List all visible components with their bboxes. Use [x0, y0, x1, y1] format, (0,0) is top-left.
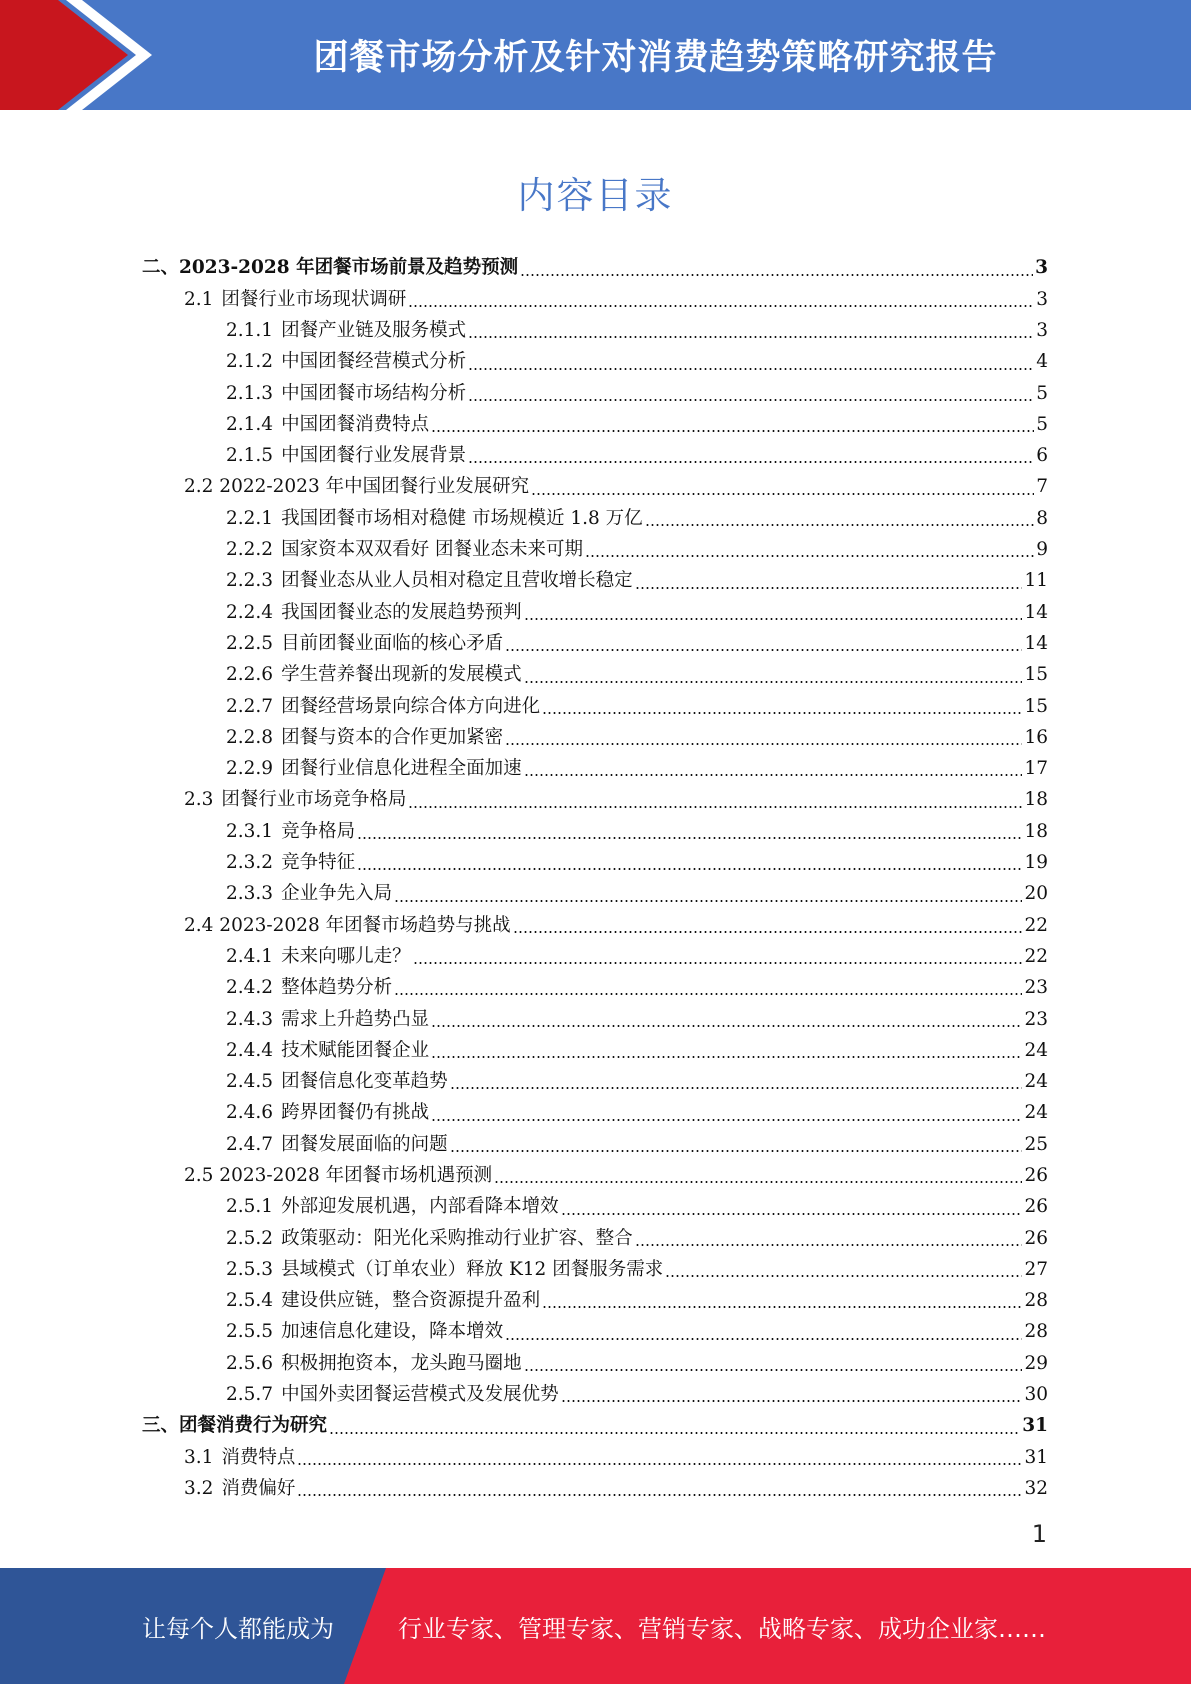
toc-entry-text: 国家资本双双看好 团餐业态未来可期: [281, 539, 583, 561]
toc-entry[interactable]: [142, 253, 1048, 284]
page-number: 1: [1031, 1520, 1047, 1548]
toc-entry-page: 15: [1024, 695, 1048, 717]
toc-entry-text: 团餐信息化变革趋势: [281, 1071, 448, 1093]
toc-entry-page: 25: [1024, 1133, 1048, 1155]
toc-dot-leader: [408, 305, 1034, 307]
toc-entry-page: 14: [1024, 632, 1048, 654]
toc-dot-leader: [357, 868, 1022, 870]
toc-entry-label: [226, 666, 522, 685]
toc-entry-page: 3: [1036, 319, 1048, 341]
toc-entry-number: 2.4.7: [226, 1133, 274, 1155]
toc-entry-page: 23: [1024, 977, 1048, 999]
toc-entry-number: 2.5.6: [226, 1352, 274, 1374]
toc-entry-label: [226, 1227, 633, 1249]
toc-entry-text: 竞争格局: [281, 820, 356, 842]
footer-slogan-right: 行业专家、管理专家、营销专家、战略专家、成功企业家……: [398, 1614, 1046, 1643]
toc-entry-page: 11: [1024, 570, 1048, 592]
toc-entry-label: [226, 572, 633, 591]
toc-heading: 内容目录: [517, 174, 674, 217]
toc-entry[interactable]: [142, 1161, 1048, 1192]
toc-entry[interactable]: [142, 1255, 1048, 1286]
toc-entry[interactable]: [142, 691, 1048, 722]
toc-entry-text: 中国团餐市场结构分析: [281, 382, 467, 404]
toc-entry-page: 28: [1024, 1290, 1048, 1312]
toc-entry-label: [226, 1386, 559, 1405]
toc-entry-number: 2.3.1: [226, 820, 274, 842]
toc-dot-leader: [524, 681, 1023, 683]
toc-entry-page: 5: [1036, 382, 1048, 404]
toc-dot-leader: [645, 524, 1035, 526]
toc-entry-text: 2.4 2023-2028 年团餐市场趋势与挑战: [184, 914, 511, 936]
toc-entry-number: 2.3: [184, 789, 214, 811]
toc-dot-leader: [505, 649, 1022, 651]
toc-entry-page: 14: [1024, 601, 1048, 623]
toc-entry-label: [226, 1104, 429, 1123]
toc-entry-page: 7: [1036, 476, 1048, 498]
toc-entry[interactable]: [142, 441, 1048, 472]
report-title: 团餐市场分析及针对消费趋势策略研究报告: [313, 38, 998, 78]
toc-entry[interactable]: [142, 1317, 1048, 1348]
toc-entry-text: 消费特点: [221, 1446, 296, 1468]
toc-entry-label: [184, 288, 407, 310]
toc-entry[interactable]: [142, 1035, 1048, 1066]
toc-entry-label: [226, 353, 466, 372]
toc-entry-text: 县域模式（订单农业）释放 K12 团餐服务需求: [281, 1258, 664, 1280]
toc-dot-leader: [542, 712, 1022, 714]
toc-entry[interactable]: [142, 1098, 1048, 1129]
toc-entry-text: 团餐与资本的合作更加紧密: [281, 726, 504, 748]
toc-entry-text: 学生营养餐出现新的发展模式: [281, 664, 522, 686]
toc-dot-leader: [494, 1181, 1022, 1183]
toc-dot-leader: [394, 900, 1022, 902]
toc-entry-page: 18: [1024, 820, 1048, 842]
toc-entry-label: [226, 1039, 430, 1061]
toc-entry-number: 2.2.2: [226, 539, 274, 561]
toc-dot-leader: [450, 1150, 1023, 1152]
toc-entry[interactable]: [142, 722, 1048, 753]
toc-entry-text: 建设供应链，整合资源提升盈利: [281, 1290, 541, 1312]
toc-dot-leader: [524, 618, 1023, 620]
toc-entry-number: 2.3.3: [226, 883, 274, 905]
toc-dot-leader: [665, 1275, 1022, 1277]
toc-entry-page: 24: [1024, 1071, 1048, 1093]
toc-entry-text: 团餐业态从业人员相对稳定且营收增长稳定: [281, 570, 633, 592]
toc-entry[interactable]: [142, 503, 1048, 534]
toc-entry-label: [226, 601, 522, 623]
toc-dot-leader: [329, 1432, 1020, 1434]
toc-entry-number: 2.4.1: [226, 945, 274, 967]
toc-entry-label: [142, 1417, 327, 1436]
toc-entry-label: [226, 854, 355, 873]
toc-dot-leader: [468, 399, 1034, 401]
toc-entry-page: 24: [1024, 1102, 1048, 1124]
toc-entry-label: [226, 632, 504, 654]
toc-entry[interactable]: [142, 785, 1048, 816]
toc-entry-page: 28: [1024, 1321, 1048, 1343]
toc-entry-text: 中国团餐经营模式分析: [281, 351, 467, 373]
toc-entry-page: 8: [1036, 507, 1048, 529]
toc-entry-number: 2.2.3: [226, 570, 274, 592]
toc-dot-leader: [531, 493, 1034, 495]
toc-entry-label: [226, 820, 356, 842]
toc-entry-text: 团餐经营场景向综合体方向进化: [281, 695, 541, 717]
toc-entry[interactable]: [142, 1411, 1048, 1442]
toc-entry-label: [226, 1008, 430, 1030]
toc-entry-number: 2.5.2: [226, 1227, 274, 1249]
toc-entry[interactable]: [142, 1223, 1048, 1254]
toc-entry[interactable]: [142, 1004, 1048, 1035]
toc-entry[interactable]: [142, 942, 1048, 973]
toc-entry-number: 2.1.1: [226, 319, 274, 341]
toc-dot-leader: [561, 1400, 1023, 1402]
toc-entry[interactable]: [142, 347, 1048, 378]
toc-dot-leader: [431, 1025, 1022, 1027]
toc-entry[interactable]: [142, 910, 1048, 941]
toc-entry-label: [226, 1352, 522, 1374]
toc-entry-number: 2.5.3: [226, 1258, 274, 1280]
toc-entry-page: 31: [1024, 1446, 1048, 1468]
toc-dot-leader: [524, 1369, 1023, 1371]
toc-entry[interactable]: [142, 973, 1048, 1004]
toc-entry-page: 20: [1024, 883, 1048, 905]
toc-entry-text: 中国团餐消费特点: [281, 413, 430, 435]
toc-entry[interactable]: [142, 660, 1048, 691]
toc-entry-page: 26: [1024, 1196, 1048, 1218]
toc-entry-text: 积极拥抱资本，龙头跑马圈地: [281, 1352, 522, 1374]
toc-entry-text: 整体趋势分析: [281, 977, 393, 999]
toc-dot-leader: [357, 837, 1022, 839]
toc-entry-label: [226, 507, 643, 529]
toc-entry-label: [184, 914, 511, 936]
toc-entry-number: 2.2.7: [226, 695, 274, 717]
toc-dot-leader: [431, 1119, 1022, 1121]
toc-entry-text: 中国外卖团餐运营模式及发展优势: [281, 1384, 559, 1406]
toc-dot-leader: [468, 461, 1034, 463]
toc-entry-page: 18: [1024, 789, 1048, 811]
toc-entry-page: 30: [1024, 1384, 1048, 1406]
toc-entry[interactable]: [142, 316, 1048, 347]
toc-entry-text: 三、团餐消费行为研究: [142, 1415, 328, 1437]
toc-entry[interactable]: [142, 1286, 1048, 1317]
toc-entry-number: 2.5.1: [226, 1196, 274, 1218]
footer-slogan-left: 让每个人都能成为: [142, 1614, 334, 1643]
toc-entry-text: 2.2 2022-2023 年中国团餐行业发展研究: [184, 476, 530, 498]
toc-entry[interactable]: [142, 1474, 1048, 1505]
toc-entry[interactable]: [142, 848, 1048, 879]
toc-entry-text: 团餐行业市场竞争格局: [221, 789, 407, 811]
toc-entry-page: 29: [1024, 1352, 1048, 1374]
toc-entry-page: 22: [1024, 945, 1048, 967]
toc-entry-label: [226, 1073, 448, 1092]
toc-dot-leader: [468, 336, 1034, 338]
toc-entry-number: 2.4.3: [226, 1008, 274, 1030]
toc-dot-leader: [513, 931, 1023, 933]
toc-entry[interactable]: [142, 409, 1048, 440]
header-banner: [0, 0, 1191, 110]
toc-entry[interactable]: [142, 879, 1048, 910]
toc-entry-page: 19: [1024, 852, 1048, 874]
toc-entry[interactable]: [142, 1192, 1048, 1223]
toc-entry-text: 加速信息化建设，降本增效: [281, 1321, 504, 1343]
toc-dot-leader: [635, 587, 1023, 589]
toc-entry-text: 团餐行业市场现状调研: [221, 288, 407, 310]
toc-entry-label: [184, 791, 406, 810]
toc-entry[interactable]: [142, 535, 1048, 566]
toc-entry-text: 需求上升趋势凸显: [281, 1008, 430, 1030]
toc-entry[interactable]: [142, 1067, 1048, 1098]
toc-entry-label: [226, 979, 392, 998]
toc-entry-number: 2.1.2: [226, 351, 274, 373]
toc-entry-number: 2.2.5: [226, 632, 274, 654]
toc-dot-leader: [450, 1087, 1023, 1089]
toc-entry-page: 15: [1024, 664, 1048, 686]
toc-entry-number: 2.2.9: [226, 758, 274, 780]
toc-entry-label: [184, 1477, 296, 1499]
toc-entry[interactable]: [142, 566, 1048, 597]
toc-entry-text: 2.5 2023-2028 年团餐市场机遇预测: [184, 1165, 493, 1186]
toc-entry-label: [226, 885, 392, 904]
toc-entry-text: 中国团餐行业发展背景: [281, 445, 467, 467]
toc-entry-text: 跨界团餐仍有挑战: [281, 1102, 430, 1124]
toc-dot-leader: [524, 774, 1023, 776]
toc-dot-leader: [413, 962, 1023, 964]
toc-entry-page: 17: [1024, 758, 1048, 780]
table-of-contents: [142, 253, 1048, 1505]
toc-entry[interactable]: [142, 629, 1048, 660]
toc-entry-label: [226, 1198, 559, 1217]
toc-dot-leader: [394, 993, 1022, 995]
toc-entry-number: 2.1.4: [226, 413, 274, 435]
toc-entry-page: 9: [1036, 539, 1048, 561]
toc-entry-text: 消费偏好: [221, 1477, 296, 1499]
toc-entry-number: 2.2.8: [226, 726, 274, 748]
toc-entry-text: 二、2023-2028 年团餐市场前景及趋势预测: [142, 257, 519, 279]
toc-entry-label: [226, 1133, 448, 1155]
toc-dot-leader: [542, 1306, 1022, 1308]
toc-entry[interactable]: [142, 284, 1048, 315]
toc-dot-leader: [297, 1463, 1022, 1465]
toc-dot-leader: [561, 1213, 1023, 1215]
toc-dot-leader: [468, 368, 1034, 370]
toc-entry[interactable]: [142, 754, 1048, 785]
toc-entry-page: 26: [1024, 1227, 1048, 1249]
toc-entry[interactable]: [142, 472, 1048, 503]
toc-entry-page: 6: [1036, 445, 1048, 467]
toc-entry-label: [184, 1167, 492, 1186]
toc-entry-label: [226, 726, 504, 748]
toc-entry-page: 23: [1024, 1008, 1048, 1030]
toc-entry-text: 企业争先入局: [281, 883, 393, 905]
toc-dot-leader: [408, 806, 1022, 808]
toc-entry-page: 27: [1024, 1258, 1048, 1280]
toc-entry-text: 团餐产业链及服务模式: [281, 319, 467, 341]
toc-entry-number: 2.1.3: [226, 382, 274, 404]
toc-dot-leader: [297, 1494, 1022, 1496]
toc-entry-page: 31: [1022, 1415, 1048, 1437]
toc-entry-label: [226, 760, 522, 779]
toc-entry[interactable]: [142, 1129, 1048, 1160]
toc-dot-leader: [431, 430, 1034, 432]
toc-entry-label: [226, 945, 411, 967]
toc-entry-label: [226, 319, 467, 341]
toc-dot-leader: [431, 1056, 1022, 1058]
toc-entry-text: 未来向哪儿走？: [281, 945, 411, 967]
toc-entry-number: 2.4.5: [226, 1071, 274, 1093]
toc-entry-label: [226, 1323, 503, 1342]
toc-entry-label: [226, 413, 430, 435]
toc-entry-number: 2.5.4: [226, 1290, 274, 1312]
toc-dot-leader: [635, 1244, 1023, 1246]
toc-entry-text: 我国团餐业态的发展趋势预判: [281, 601, 522, 623]
toc-entry-label: [226, 1258, 664, 1280]
toc-entry[interactable]: [142, 1442, 1048, 1473]
toc-entry-label: [184, 478, 529, 497]
toc-entry-number: 2.4.4: [226, 1039, 274, 1061]
toc-dot-leader: [505, 1338, 1022, 1340]
toc-entry-text: 团餐行业信息化进程全面加速: [281, 758, 522, 780]
toc-entry-number: 2.2.6: [226, 664, 274, 686]
toc-entry[interactable]: [142, 597, 1048, 628]
toc-entry[interactable]: [142, 1380, 1048, 1411]
toc-entry-text: 外部迎发展机遇，内部看降本增效: [281, 1196, 559, 1218]
toc-entry-text: 竞争特征: [281, 852, 356, 874]
toc-entry-page: 5: [1036, 413, 1048, 435]
header-arrow-decoration: [0, 0, 160, 110]
toc-entry[interactable]: [142, 1348, 1048, 1379]
toc-entry-number: 2.4.2: [226, 977, 274, 999]
toc-entry-number: 2.1: [184, 288, 214, 310]
toc-entry-number: 2.4.6: [226, 1102, 274, 1124]
toc-entry-label: [226, 541, 583, 560]
toc-entry-page: 22: [1024, 914, 1048, 936]
footer-banner: [0, 1568, 1191, 1684]
toc-dot-leader: [585, 555, 1034, 557]
toc-entry-number: 2.5.7: [226, 1384, 274, 1406]
toc-entry-page: 26: [1024, 1165, 1048, 1186]
toc-entry-label: [226, 447, 466, 466]
toc-entry[interactable]: [142, 378, 1048, 409]
toc-dot-leader: [520, 274, 1033, 276]
toc-entry-number: 3.1: [184, 1446, 214, 1468]
toc-entry-label: [226, 1292, 540, 1311]
toc-entry-number: 2.2.1: [226, 507, 274, 529]
toc-entry-number: 3.2: [184, 1477, 214, 1499]
toc-entry-number: 2.2.4: [226, 601, 274, 623]
toc-entry-label: [142, 259, 518, 278]
toc-entry-label: [226, 695, 541, 717]
toc-entry-page: 3: [1036, 288, 1048, 310]
toc-entry-page: 3: [1035, 257, 1048, 279]
toc-entry-number: 2.3.2: [226, 852, 274, 874]
toc-entry-text: 技术赋能团餐企业: [281, 1039, 430, 1061]
toc-dot-leader: [505, 743, 1022, 745]
toc-entry-number: 2.1.5: [226, 445, 274, 467]
toc-entry-page: 16: [1024, 726, 1048, 748]
toc-entry-page: 24: [1024, 1039, 1048, 1061]
toc-entry-page: 32: [1024, 1477, 1048, 1499]
toc-entry-label: [184, 1446, 296, 1468]
toc-entry[interactable]: [142, 816, 1048, 847]
toc-entry-label: [226, 382, 467, 404]
toc-entry-text: 我国团餐市场相对稳健 市场规模近 1.8 万亿: [281, 507, 643, 529]
toc-entry-text: 政策驱动：阳光化采购推动行业扩容、整合: [281, 1227, 633, 1249]
toc-entry-text: 目前团餐业面临的核心矛盾: [281, 632, 504, 654]
toc-entry-text: 团餐发展面临的问题: [281, 1133, 448, 1155]
toc-entry-number: 2.5.5: [226, 1321, 274, 1343]
toc-entry-page: 4: [1036, 351, 1048, 373]
